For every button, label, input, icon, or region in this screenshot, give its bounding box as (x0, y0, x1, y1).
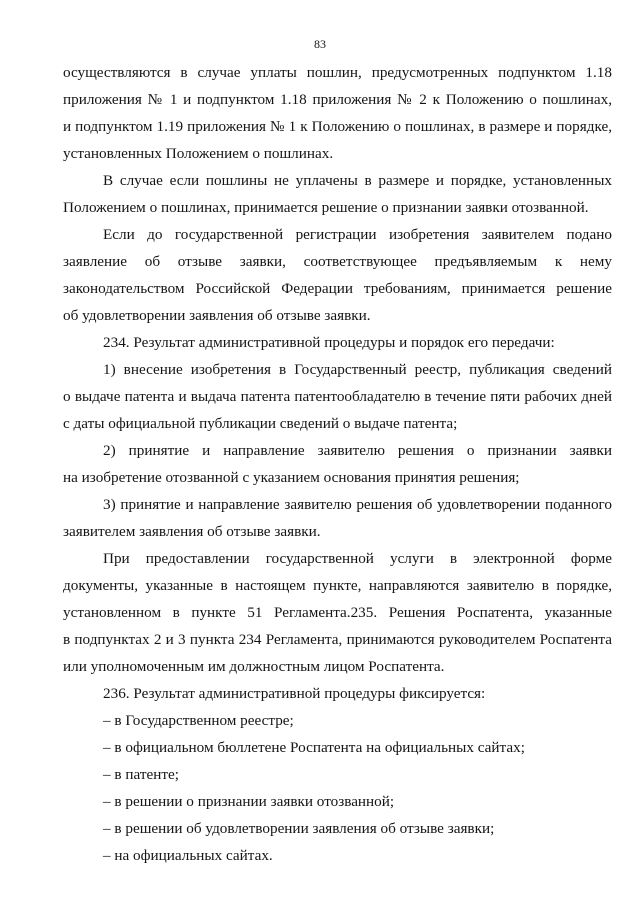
text-line: 2) принятие и направление заявителю решения о признании заявки (103, 442, 612, 459)
list-item: – в официальном бюллетене Роспатента на официальных сайтах; (103, 739, 525, 756)
text-line: и подпунктом 1.19 приложения № 1 к Положению о пошлинах, в размере и порядке, (63, 118, 612, 135)
text-line: законодательством Российской Федерации требованиям, принимается решение (63, 280, 612, 297)
text-line: установленных Положением о пошлинах. (63, 145, 334, 162)
text-line: Положением о пошлинах, принимается решение о признании заявки отозванной. (63, 199, 589, 216)
list-item: – в Государственном реестре; (103, 712, 294, 729)
text-line: 3) принятие и направление заявителю решения об удовлетворении поданного (103, 496, 612, 513)
text-line: или уполномоченным им должностным лицом Роспатента. (63, 658, 445, 675)
text-line: с даты официальной публикации сведений о выдаче патента; (63, 415, 458, 432)
page-number: 83 (314, 37, 326, 51)
text-line: 1) внесение изобретения в Государственный реестр, публикация сведений (103, 361, 612, 378)
text-line: о выдаче патента и выдача патента патентообладателю в течение пяти рабочих дней (63, 388, 612, 405)
text-line: При предоставлении государственной услуги в электронной форме (103, 550, 612, 567)
list-item: – в патенте; (103, 766, 179, 783)
text-line: 234. Результат административной процедуры и порядок его передачи: (103, 334, 555, 351)
list-item: – в решении об удовлетворении заявления об отзыве заявки; (103, 820, 495, 837)
text-line: осуществляются в случае уплаты пошлин, предусмотренных подпунктом 1.18 (63, 64, 612, 81)
text-line: В случае если пошлины не уплачены в размере и порядке, установленных (103, 172, 612, 189)
text-line: 236. Результат административной процедуры фиксируется: (103, 685, 486, 702)
text-line: Если до государственной регистрации изобретения заявителем подано (103, 226, 612, 243)
text-line: документы, указанные в настоящем пункте, направляются заявителю в порядке, (63, 577, 612, 594)
text-line: на изобретение отозванной с указанием основания принятия решения; (63, 469, 520, 486)
text-line: об удовлетворении заявления об отзыве заявки. (63, 307, 371, 324)
text-line: в подпунктах 2 и 3 пункта 234 Регламента, принимаются руководителем Роспатента (63, 631, 612, 648)
text-line: заявителем заявления об отзыве заявки. (63, 523, 321, 540)
list-item: – на официальных сайтах. (103, 847, 273, 864)
text-line: приложения № 1 и подпунктом 1.18 приложения № 2 к Положению о пошлинах, (63, 91, 612, 108)
text-line: заявление об отзыве заявки, соответствующее предъявляемым к нему (63, 253, 612, 270)
text-line: установленном в пункте 51 Регламента.235. Решения Роспатента, указанные (63, 604, 612, 621)
list-item: – в решении о признании заявки отозванной; (103, 793, 395, 810)
